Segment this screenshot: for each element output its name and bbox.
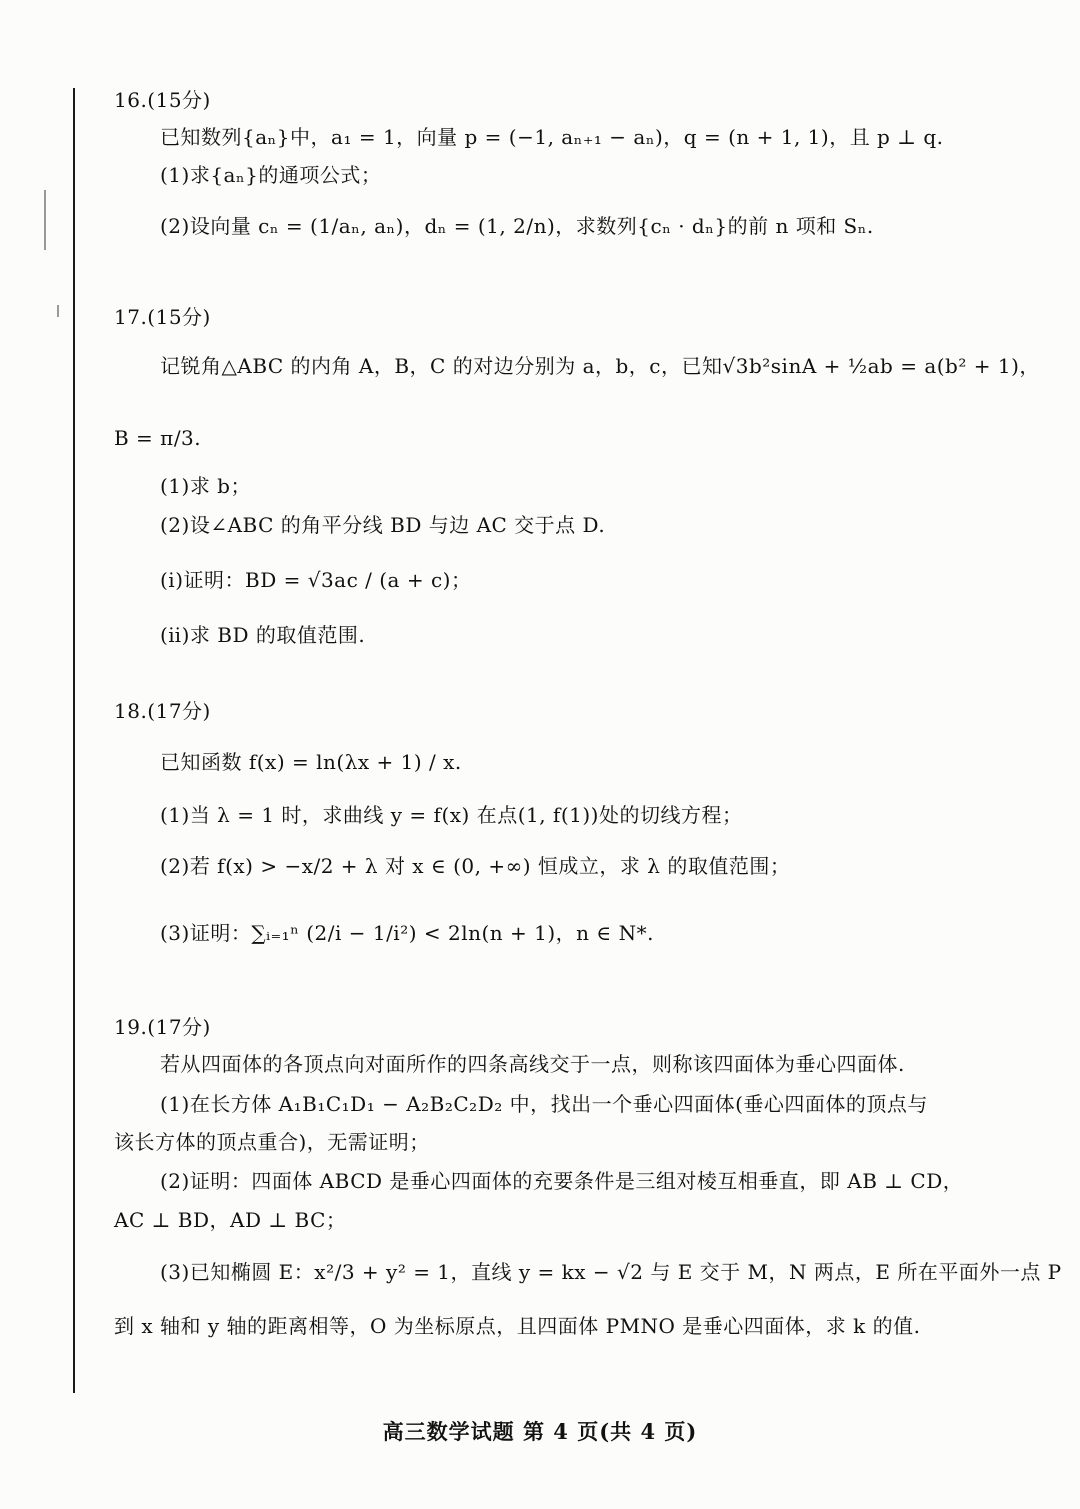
question-17-stem-cont: B = π/3. (114, 426, 202, 450)
question-19-header: 19.(17分) (114, 1015, 211, 1039)
question-19-part-1-cont: 该长方体的顶点重合)，无需证明； (114, 1130, 430, 1154)
question-18-header: 18.(17分) (114, 699, 211, 723)
question-19-part-3-cont: 到 x 轴和 y 轴的距离相等，O 为坐标原点，且四面体 PMNO 是垂心四面体，求 k 的值. (114, 1314, 921, 1338)
question-16-header: 16.(15分) (114, 88, 211, 112)
question-19-stem: 若从四面体的各顶点向对面所作的四条高线交于一点，则称该四面体为垂心四面体. (160, 1052, 905, 1076)
question-18-stem: 已知函数 f(x) = ln(λx + 1) / x. (160, 750, 462, 774)
question-19-part-2: (2)证明：四面体 ABCD 是垂心四面体的充要条件是三组对棱互相垂直，即 AB ⊥ CD， (160, 1169, 964, 1193)
page-footer: 高三数学试题 第 4 页(共 4 页) (382, 1419, 698, 1444)
binding-margin-line (73, 88, 75, 1393)
question-19-part-1: (1)在长方体 A₁B₁C₁D₁ − A₂B₂C₂D₂ 中，找出一个垂心四面体(垂心四面体的顶点与 (160, 1092, 928, 1116)
question-18-part-3: (3)证明：∑ᵢ₌₁ⁿ (2/i − 1/i²) < 2ln(n + 1)，n ∈ N*. (160, 921, 654, 945)
question-16-part-2: (2)设向量 cₙ = (1/aₙ, aₙ)，dₙ = (1, 2/n)，求数列{cₙ · dₙ}的前 n 项和 Sₙ. (160, 214, 874, 238)
question-19-part-2-cont: AC ⊥ BD，AD ⊥ BC； (114, 1208, 347, 1232)
question-17-stem: 记锐角△ABC 的内角 A，B，C 的对边分别为 a，b，c，已知√3b²sinA + ½ab = a(b² + 1)， (160, 354, 1040, 378)
question-17-part-2-ii: (ⅱ)求 BD 的取值范围. (160, 623, 366, 647)
question-17-part-2: (2)设∠ABC 的角平分线 BD 与边 AC 交于点 D. (160, 513, 606, 537)
question-17-part-1: (1)求 b； (160, 474, 251, 498)
question-17-header: 17.(15分) (114, 305, 211, 329)
question-19-part-3: (3)已知椭圆 E：x²/3 + y² = 1，直线 y = kx − √2 与 E 交于 M，N 两点，E 所在平面外一点 P (160, 1260, 1062, 1284)
question-16-part-1: (1)求{aₙ}的通项公式； (160, 163, 382, 187)
question-18-part-2: (2)若 f(x) > −x/2 + λ 对 x ∈ (0, +∞) 恒成立，求 λ 的取值范围； (160, 854, 791, 878)
question-17-part-2-i: (ⅰ)证明：BD = √3ac / (a + c)； (160, 568, 472, 592)
question-16-stem: 已知数列{aₙ}中，a₁ = 1，向量 p = (−1, aₙ₊₁ − aₙ)，q = (n + 1, 1)，且 p ⊥ q. (160, 125, 944, 149)
scan-speck (57, 305, 59, 317)
scan-speck (44, 190, 46, 250)
question-18-part-1: (1)当 λ = 1 时，求曲线 y = f(x) 在点(1, f(1))处的切线方程； (160, 803, 743, 827)
